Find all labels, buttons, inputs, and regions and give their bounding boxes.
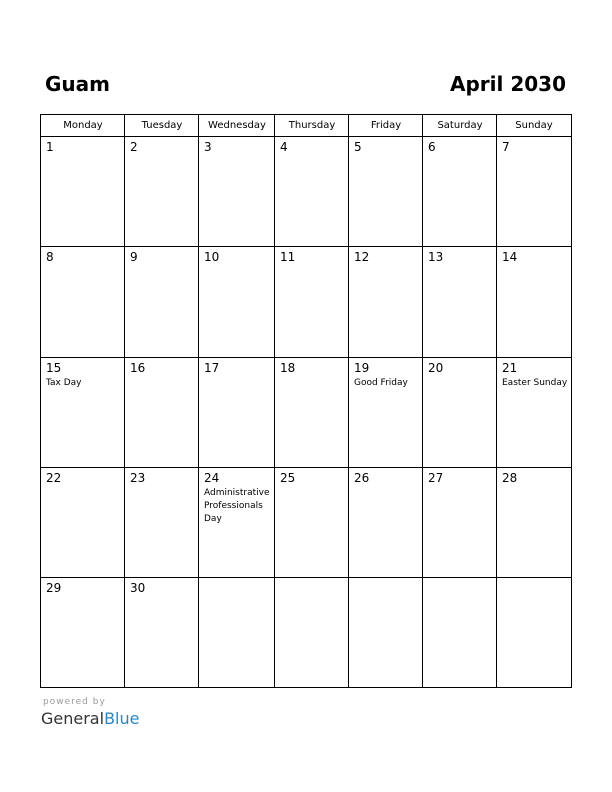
day-number: 28 xyxy=(502,471,518,485)
day-number: 9 xyxy=(130,250,138,264)
day-cell[interactable] xyxy=(125,578,199,687)
weekday-header-row xyxy=(41,115,571,137)
day-cell[interactable] xyxy=(423,578,497,687)
day-cell[interactable] xyxy=(125,468,199,578)
day-cell[interactable] xyxy=(275,468,349,578)
weekday-label-thursday: Thursday xyxy=(288,120,336,131)
weekday-label-monday: Monday xyxy=(63,120,103,131)
day-number: 21 xyxy=(502,361,518,375)
calendar-location-title: Guam xyxy=(45,72,110,96)
day-cell[interactable] xyxy=(125,137,199,247)
holiday-label: Easter Sunday xyxy=(502,378,568,388)
weekday-label-saturday: Saturday xyxy=(437,120,483,131)
day-number: 29 xyxy=(46,581,62,595)
day-number: 1 xyxy=(46,140,54,154)
day-cell[interactable] xyxy=(125,247,199,358)
day-cell[interactable] xyxy=(199,247,275,358)
day-number: 2 xyxy=(130,140,138,154)
day-cell[interactable] xyxy=(275,137,349,247)
day-number: 5 xyxy=(354,140,362,154)
day-number: 6 xyxy=(428,140,436,154)
brand-blue-text: Blue xyxy=(104,709,140,728)
day-cell[interactable] xyxy=(423,358,497,468)
day-cell[interactable] xyxy=(497,358,571,468)
day-cell[interactable] xyxy=(41,578,125,687)
day-cell[interactable] xyxy=(41,468,125,578)
day-cell[interactable] xyxy=(275,358,349,468)
day-cell[interactable] xyxy=(275,247,349,358)
day-number: 20 xyxy=(428,361,444,375)
day-cell[interactable] xyxy=(497,247,571,358)
day-number: 11 xyxy=(280,250,296,264)
weekday-label-tuesday: Tuesday xyxy=(141,120,183,131)
holiday-label: Administrative Professionals Day xyxy=(204,488,270,524)
day-number: 13 xyxy=(428,250,444,264)
day-cell[interactable] xyxy=(423,247,497,358)
day-cell[interactable] xyxy=(199,578,275,687)
day-number: 22 xyxy=(46,471,62,485)
weekday-label-friday: Friday xyxy=(370,120,402,131)
day-number: 15 xyxy=(46,361,62,375)
weekday-label-wednesday: Wednesday xyxy=(208,120,266,131)
day-cell[interactable] xyxy=(349,137,423,247)
day-cell[interactable] xyxy=(423,468,497,578)
brand-general-text: General xyxy=(41,709,105,728)
calendar-month-title: April 2030 xyxy=(450,72,566,96)
day-number: 3 xyxy=(204,140,212,154)
day-cell[interactable] xyxy=(41,358,125,468)
brand-footer xyxy=(41,697,139,729)
holiday-label: Tax Day xyxy=(46,378,82,388)
powered-by-label: powered by xyxy=(43,697,106,707)
day-cell[interactable] xyxy=(497,137,571,247)
day-cell[interactable] xyxy=(349,468,423,578)
day-number: 30 xyxy=(130,581,146,595)
day-number: 23 xyxy=(130,471,146,485)
weekday-label-sunday: Sunday xyxy=(515,120,553,131)
day-cell[interactable] xyxy=(41,137,125,247)
day-cell[interactable] xyxy=(199,468,275,578)
day-cell[interactable] xyxy=(497,468,571,578)
calendar-grid xyxy=(40,114,572,688)
day-number: 17 xyxy=(204,361,220,375)
day-number: 8 xyxy=(46,250,54,264)
day-cell[interactable] xyxy=(199,358,275,468)
day-number: 25 xyxy=(280,471,296,485)
day-number: 19 xyxy=(354,361,370,375)
day-cell[interactable] xyxy=(349,358,423,468)
generalblue-logo[interactable] xyxy=(41,709,139,729)
day-cell[interactable] xyxy=(125,358,199,468)
day-number: 18 xyxy=(280,361,296,375)
day-number: 14 xyxy=(502,250,518,264)
day-cell[interactable] xyxy=(349,578,423,687)
day-cell[interactable] xyxy=(497,578,571,687)
day-number: 27 xyxy=(428,471,444,485)
day-number: 24 xyxy=(204,471,220,485)
day-number: 10 xyxy=(204,250,220,264)
day-cell[interactable] xyxy=(275,578,349,687)
day-number: 12 xyxy=(354,250,370,264)
day-cell[interactable] xyxy=(199,137,275,247)
day-number: 16 xyxy=(130,361,146,375)
holiday-label: Good Friday xyxy=(354,378,408,388)
day-number: 7 xyxy=(502,140,510,154)
day-number: 4 xyxy=(280,140,288,154)
day-cell[interactable] xyxy=(423,137,497,247)
day-cell[interactable] xyxy=(41,247,125,358)
day-number: 26 xyxy=(354,471,370,485)
day-cell[interactable] xyxy=(349,247,423,358)
